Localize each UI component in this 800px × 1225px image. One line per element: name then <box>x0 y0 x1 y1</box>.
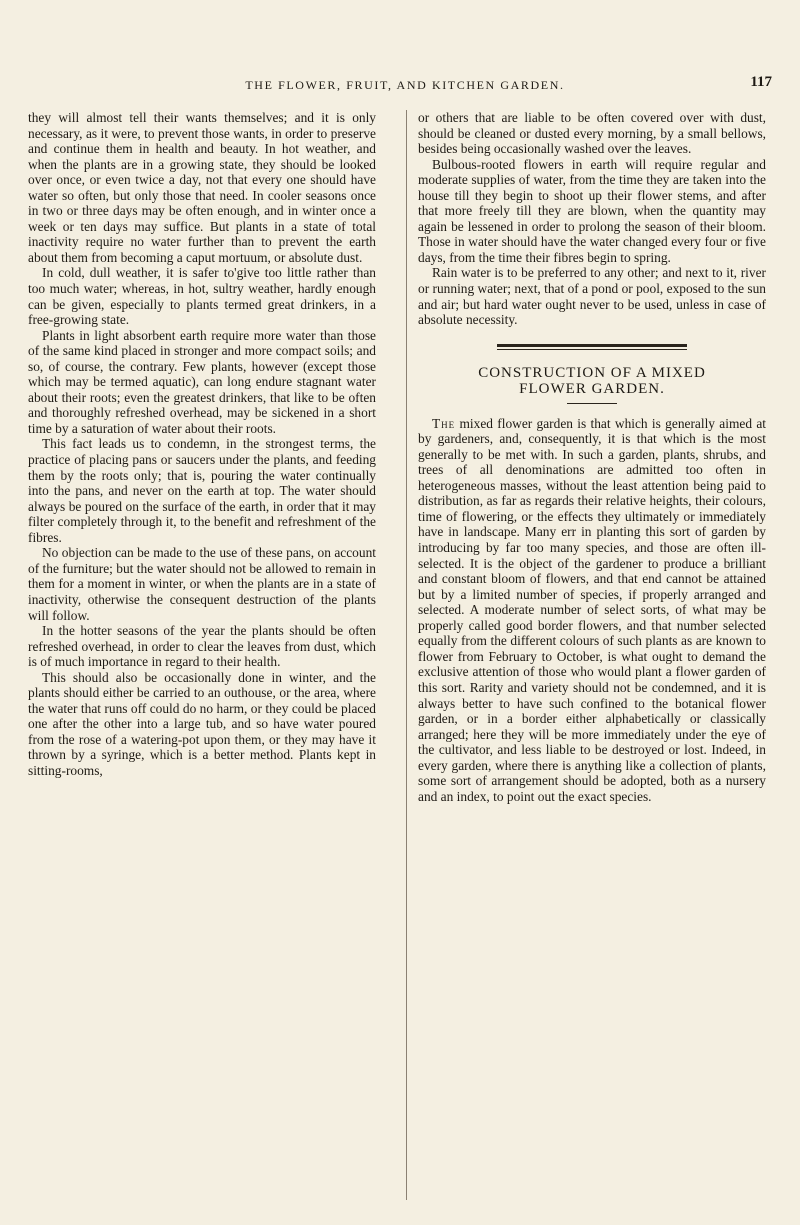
column-divider <box>406 110 407 1200</box>
section-rule <box>497 344 687 347</box>
paragraph: Rain water is to be preferred to any other; and next to it, river or running water; next, that of a pond or pool, exposed to the sun and air; but hard water ought never to be used, unless in case of absolute necessity. <box>418 265 766 328</box>
lead-words: The <box>432 415 456 431</box>
running-title: THE FLOWER, FRUIT, AND KITCHEN GARDEN. <box>245 78 565 92</box>
section-title <box>418 365 766 397</box>
right-column <box>418 110 766 804</box>
left-column <box>28 110 376 779</box>
paragraph: No objection can be made to the use of these pans, on account of the furniture; but the water should not be allowed to remain in them for a moment in winter, or when the plants are in a state of inactivity, otherwise the consequent destruction of the plants will follow. <box>28 545 376 623</box>
paragraph: This fact leads us to condemn, in the strongest terms, the practice of placing pans or saucers under the plants, and feeding them by the roots only; that is, pouring the water continually into the pans, and never on the earth at top. The water should always be poured on the surface of the earth, in order that it may filter completely through it, to the benefit and refreshment of the fibres. <box>28 436 376 545</box>
page-number: 117 <box>750 74 772 90</box>
paragraph: In the hotter seasons of the year the plants should be often refreshed overhead, in order to clear the leaves from dust, which is of much importance in regard to their health. <box>28 623 376 670</box>
paragraph: they will almost tell their wants themselves; and it is only necessary, as it were, to prevent those wants, in order to preserve and continue them in health and beauty. In hot weather, and when the plants are in a growing state, they should be looked over once, or even twice a day, not that every one should have water so often, but only those that need. In cooler seasons once in two or three days may be often enough, and in winter once a week or ten days may suffice. But plants in a state of total inactivity require no water further than to prevent the earth about them from becoming a caput mortuum, or absolute dust. <box>28 110 376 265</box>
paragraph <box>418 416 766 805</box>
paragraph: Bulbous-rooted flowers in earth will require regular and moderate supplies of water, from the time they are taken into the house till they begin to shoot up their flower stems, and after that more freely till they are blown, when the quantity may again be lessened in order to prolong the season of their bloom. Those in water should have the water changed every four or five days, from the time their fibres begin to spring. <box>418 156 766 265</box>
paragraph: or others that are liable to be often covered over with dust, should be cleaned or dusted every morning, by a small bellows, besides being occasionally washed over the leaves. <box>418 110 766 157</box>
section-title-line: CONSTRUCTION OF A MIXED <box>478 364 706 381</box>
paragraph: In cold, dull weather, it is safer to'give too little rather than too much water; whereas, in hot, sultry weather, hardly enough can be given, especially to plants termed great drinkers, in a free-growing state. <box>28 265 376 328</box>
section-title-line: FLOWER GARDEN. <box>519 380 665 397</box>
section-subrule <box>567 403 617 404</box>
paragraph: Plants in light absorbent earth require more water than those of the same kind placed in stronger and more compact soils; and so, of course, the contrary. Few plants, however (except those which may be termed aquatic), can long endure stagnant water about their roots; even the greatest drinkers, that like to be often and thoroughly refreshed overhead, may be sickened in a short time by a saturation of water about their roots. <box>28 327 376 436</box>
paragraph: This should also be occasionally done in winter, and the plants should either be carried to an outhouse, or the area, where the water that runs off could do no harm, or they could be placed one after the other into a large tub, and so have water poured from the rose of a watering-pot upon them, or they may have it thrown by a syringe, which is a better method. Plants kept in sitting-rooms, <box>28 669 376 778</box>
paragraph-text: mixed flower garden is that which is generally aimed at by gardeners, and, consequently, it is that which is the most generally to be met with. In such a garden, plants, shrubs, and trees of all denominations are admitted too often in heterogeneous masses, without the least attention being paid to distribution, as far as regards their relative heights, their colours, time of flowering, or the effects they ultimately or immediately have in landscape. Many err in planting this sort of garden by introducing by far too many species, and those are often ill-selected. It is the object of the gardener to produce a brilliant and constant bloom of flowers, and that end cannot be attained but by a limited number of species, if properly arranged and selected. A moderate number of select sorts, of what may be properly called good border flowers, and that number selected equally from the different colours of such plants as are known to flower from February to October, is what ought to demand the exclusive attention of those who would plant a flower garden of this sort. Rarity and variety should not be condemned, and it is always better to have such confined to the botanical flower garden, or in a border either alphabetically or classically arranged; here they will be more immediately under the eye of the cultivator, and less liable to be destroyed or lost. Indeed, in every garden, where there is anything like a collection of plants, some sort of arrangement should be adopted, both as a nursery and an index, to point out the exact species. <box>418 415 766 804</box>
